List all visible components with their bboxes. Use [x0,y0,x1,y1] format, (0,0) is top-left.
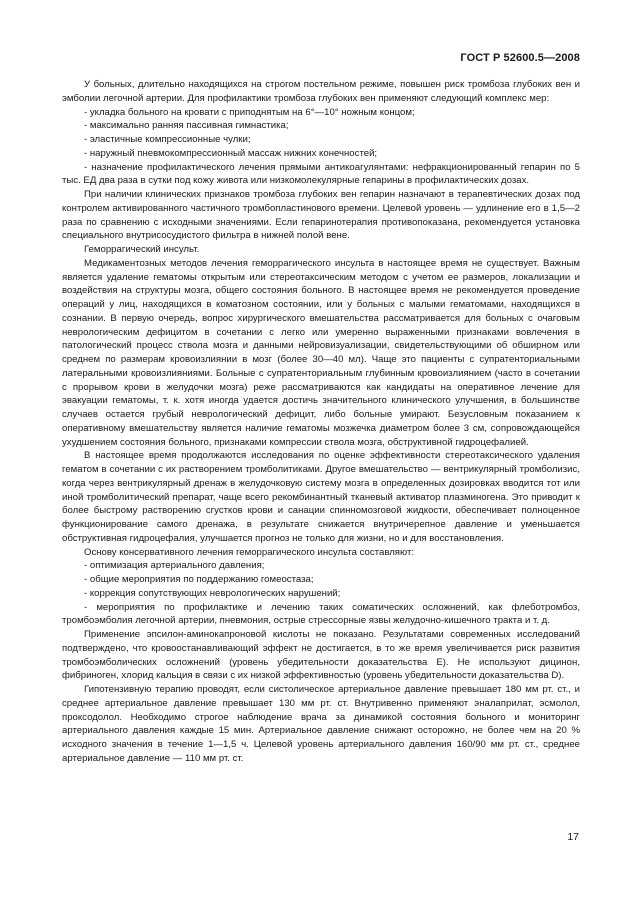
paragraph: Гипотензивную терапию проводят, если систолическое артериальное давление превышает 180 мм рт. ст., и среднее артериальное давление превышает 130 мм рт. ст. Внутривенно применяют эналаприлат, эсмолол, проксодолол. Необходимо строгое наблюдение врача за динамикой состояния больного и мониторинг артериального давления каждые 15 мин. Артериальное давление снижают осторожно, не более чем на 20 % исходного значения в течение 1—1,5 ч. Целевой уровень артериального давления 160/90 мм рт. ст., среднее артериальное давление — 110 мм рт. ст. [62,684,580,764]
list-item: - эластичные компрессионные чулки; [84,134,251,145]
section-heading: Геморрагический инсульт. [84,244,200,255]
list-item: - общие мероприятия по поддержанию гомеостаза; [84,574,314,585]
page-body [62,78,580,766]
paragraph: У больных, длительно находящихся на строгом постельном режиме, повышен риск тромбоза глубоких вен и эмболии легочной артерии. Для профилактики тромбоза глубоких вен применяют следующий комплекс мер: [62,79,580,104]
list-item: - коррекция сопутствующих неврологических нарушений; [84,587,341,599]
document-header: ГОСТ Р 52600.5—2008 [460,52,580,64]
list-item: - максимально ранняя пассивная гимнастика; [84,120,289,132]
list-item: - оптимизация артериального давления; [84,560,265,572]
paragraph: Медикаментозных методов лечения геморрагического инсульта в настоящее время не существует. Важным является удаление гематомы открытым или стереотаксическим методом с учетом ее размеров, локализации и воздействия на структуры мозга, общего состояния больного. В настоящее время не рекомендуется проведение операций у лиц, находящихся в коматозном состоянии, или у больных с малыми гематомами, находящихся в сознании. В первую очередь, вопрос хирургического вмешательства рассматривается для больных с очаговым неврологическим дефицитом в сочетании с легко или умеренно выраженными признаками вовлечения в патологический процесс ствола мозга и данными нейровизуализации, свидетельствующими об обширном или среднем по размерам кровоизлиянии в мозг (более 30—40 мл). Чаще это пациенты с супратенториальными латеральными кровоизлияниями. Больные с супратенториальным глубинным кровоизлиянием (часто в сочетании с прорывом крови в желудочки мозга) реже рассматриваются как кандидаты на оперативное лечение для эвакуации гематомы, т. к. хотя иногда удается достичь значительного клинического улучшения, в большинстве случаев остается грубый неврологический дефицит, либо больные умирают. Безусловным показанием к оперативному вмешательству является наличие гематомы мозжечка диаметром более 3 см, сопровождающейся ухудшением состояния больного, признаками компрессии ствола мозга, обструктивной гидроцефалией. [62,257,580,448]
paragraph: При наличии клинических признаков тромбоза глубоких вен гепарин назначают в терапевтических дозах под контролем активированного частичного тромбопластинового времени. Целевой уровень — удлинение его в 1,5—2 раза по сравнению с исходными значениями. Если гепаринотерапия противопоказана, рекомендуется установка специального внутрисосудистого фильтра в нижней полой вене. [62,189,580,242]
list-item: - назначение профилактического лечения прямыми антикоагулянтами: нефракционированный гепарин по 5 тыс. ЕД два раза в сутки под кожу живота или низкомолекулярные гепарины в профилактических дозах. [62,161,580,187]
list-item: - укладка больного на кровати с приподнятым на 6°—10° ножным концом; [84,106,415,118]
paragraph: Применение эпсилон-аминокапроновой кислоты не показано. Результатами современных исследований подтверждено, что кровоостанавливающий эффект не достигается, в то же время увеличивается риск развития тромбоэмболических осложнений (уровень убедительности доказательства Е). Не используют дицинон, фибриноген, хлорид кальция в связи с их низкой эффективностью (уровень убедительности доказательства D). [62,629,580,682]
list-item: - наружный пневмокомпрессионный массаж нижних конечностей; [84,147,378,159]
page-number: 17 [567,831,579,843]
list-item: - мероприятия по профилактике и лечению таких соматических осложнений, как флеботромбоз, тромбоэмболия легочной артерии, пневмония, острые стрессорные язвы желудочно-кишечного тракта и т. д. [62,601,580,627]
paragraph: В настоящее время продолжаются исследования по оценке эффективности стереотаксического удаления гематом в сочетании с их растворением тромболитиками. Другое вмешательство — вентрикулярный тромболизис, когда через вентрикулярный дренаж в желудочковую систему мозга в определенных дозировках вводится тот или иной тромболитический препарат, чаще всего рекомбинантный тканевый активатор плазминогена. Это приводит к более быстрому растворению сгустков крови и санации спинномозговой жидкости, обеспечивает полноценное функционирование самого дренажа, в результате снижается внутричерепное давление и уменьшается обструктивная гидроцефалия, улучшается прогноз не только для жизни, но и для восстановления. [62,450,580,544]
paragraph: Основу консервативного лечения геморрагического инсульта составляют: [84,546,415,558]
